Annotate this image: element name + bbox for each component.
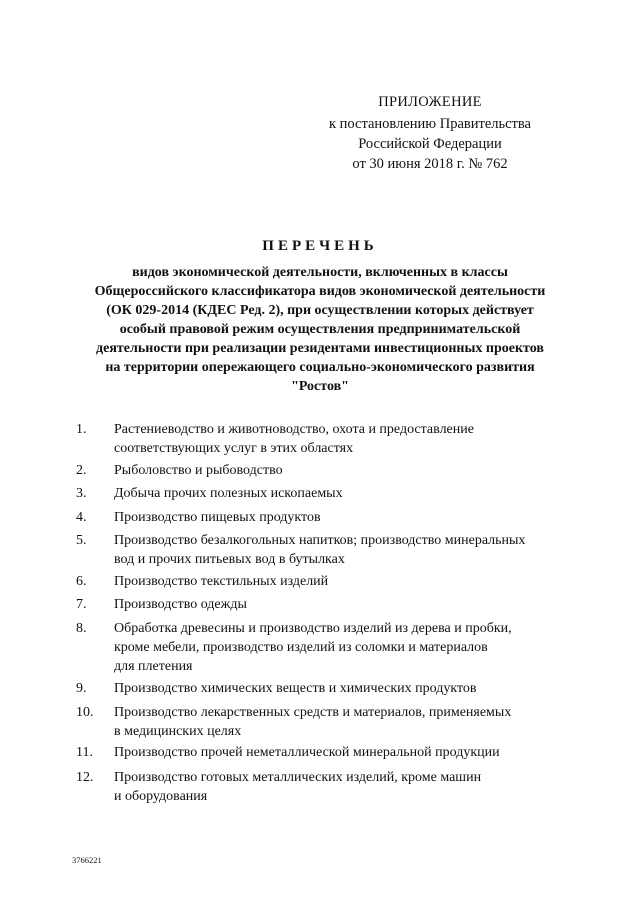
subtitle-line: "Ростов" [291, 379, 349, 394]
subtitle-line: на территории опережающего социально-экономического развития [105, 360, 535, 375]
item-line: Производство пищевых продуктов [114, 510, 321, 525]
item-number: 2. [76, 463, 87, 478]
item-text [114, 508, 566, 527]
item-text [114, 484, 566, 503]
item-line: кроме мебели, производство изделий из соломки и материалов [114, 640, 488, 655]
appendix-line-3: от 30 июня 2018 г. № 762 [352, 156, 508, 172]
item-text [114, 743, 566, 762]
subtitle-line: (ОК 029-2014 (КДЕС Ред. 2), при осуществлении которых действует [106, 303, 534, 318]
subtitle-line: видов экономической деятельности, включенных в классы [132, 265, 508, 280]
item-text [114, 420, 566, 458]
item-line: в медицинских целях [114, 724, 242, 739]
item-text [114, 619, 566, 676]
item-line: Производство лекарственных средств и материалов, применяемых [114, 705, 512, 720]
item-number: 6. [76, 574, 87, 589]
subtitle-line: Общероссийского классификатора видов экономической деятельности [94, 284, 546, 299]
appendix-line-2: Российской Федерации [358, 136, 502, 152]
item-line: Производство готовых металлических изделий, кроме машин [114, 770, 482, 785]
subtitle-line: особый правовой режим осуществления предпринимательской [119, 322, 521, 337]
item-line: Растениеводство и животноводство, охота и предоставление [114, 422, 474, 437]
appendix-title: ПРИЛОЖЕНИЕ [378, 94, 482, 110]
item-text [114, 572, 566, 591]
item-number: 8. [76, 621, 87, 636]
item-text [114, 531, 566, 569]
item-number: 9. [76, 681, 87, 696]
item-number: 7. [76, 597, 87, 612]
item-text [114, 768, 566, 806]
item-number: 4. [76, 510, 87, 525]
item-line: Рыболовство и рыбоводство [114, 463, 283, 478]
document-heading: ПЕРЕЧЕНЬ [262, 238, 378, 254]
item-number: 11. [76, 745, 93, 760]
item-line: и оборудования [114, 789, 208, 804]
item-text [114, 461, 566, 480]
document-code: 3766221 [72, 855, 102, 865]
item-line: вод и прочих питьевых вод в бутылках [114, 552, 345, 567]
item-line: Производство прочей неметаллической минеральной продукции [114, 745, 500, 760]
item-line: Производство безалкогольных напитков; производство минеральных [114, 533, 526, 548]
item-line: Обработка древесины и производство изделий из дерева и пробки, [114, 621, 512, 636]
item-text [114, 703, 566, 741]
item-number: 12. [76, 770, 94, 785]
item-line: Производство одежды [114, 597, 247, 612]
appendix-line-1: к постановлению Правительства [329, 116, 531, 132]
item-text [114, 595, 566, 614]
item-number: 1. [76, 422, 87, 437]
item-number: 10. [76, 705, 94, 720]
appendix-block [300, 92, 560, 174]
item-number: 3. [76, 486, 87, 501]
subtitle-line: деятельности при реализации резидентами инвестиционных проектов [96, 341, 544, 356]
document-subtitle [60, 263, 580, 396]
item-line: Добыча прочих полезных ископаемых [114, 486, 343, 501]
item-line: соответствующих услуг в этих областях [114, 441, 354, 456]
item-number: 5. [76, 533, 87, 548]
item-text [114, 679, 566, 698]
item-line: Производство химических веществ и химических продуктов [114, 681, 477, 696]
item-line: Производство текстильных изделий [114, 574, 329, 589]
item-line: для плетения [114, 659, 193, 674]
